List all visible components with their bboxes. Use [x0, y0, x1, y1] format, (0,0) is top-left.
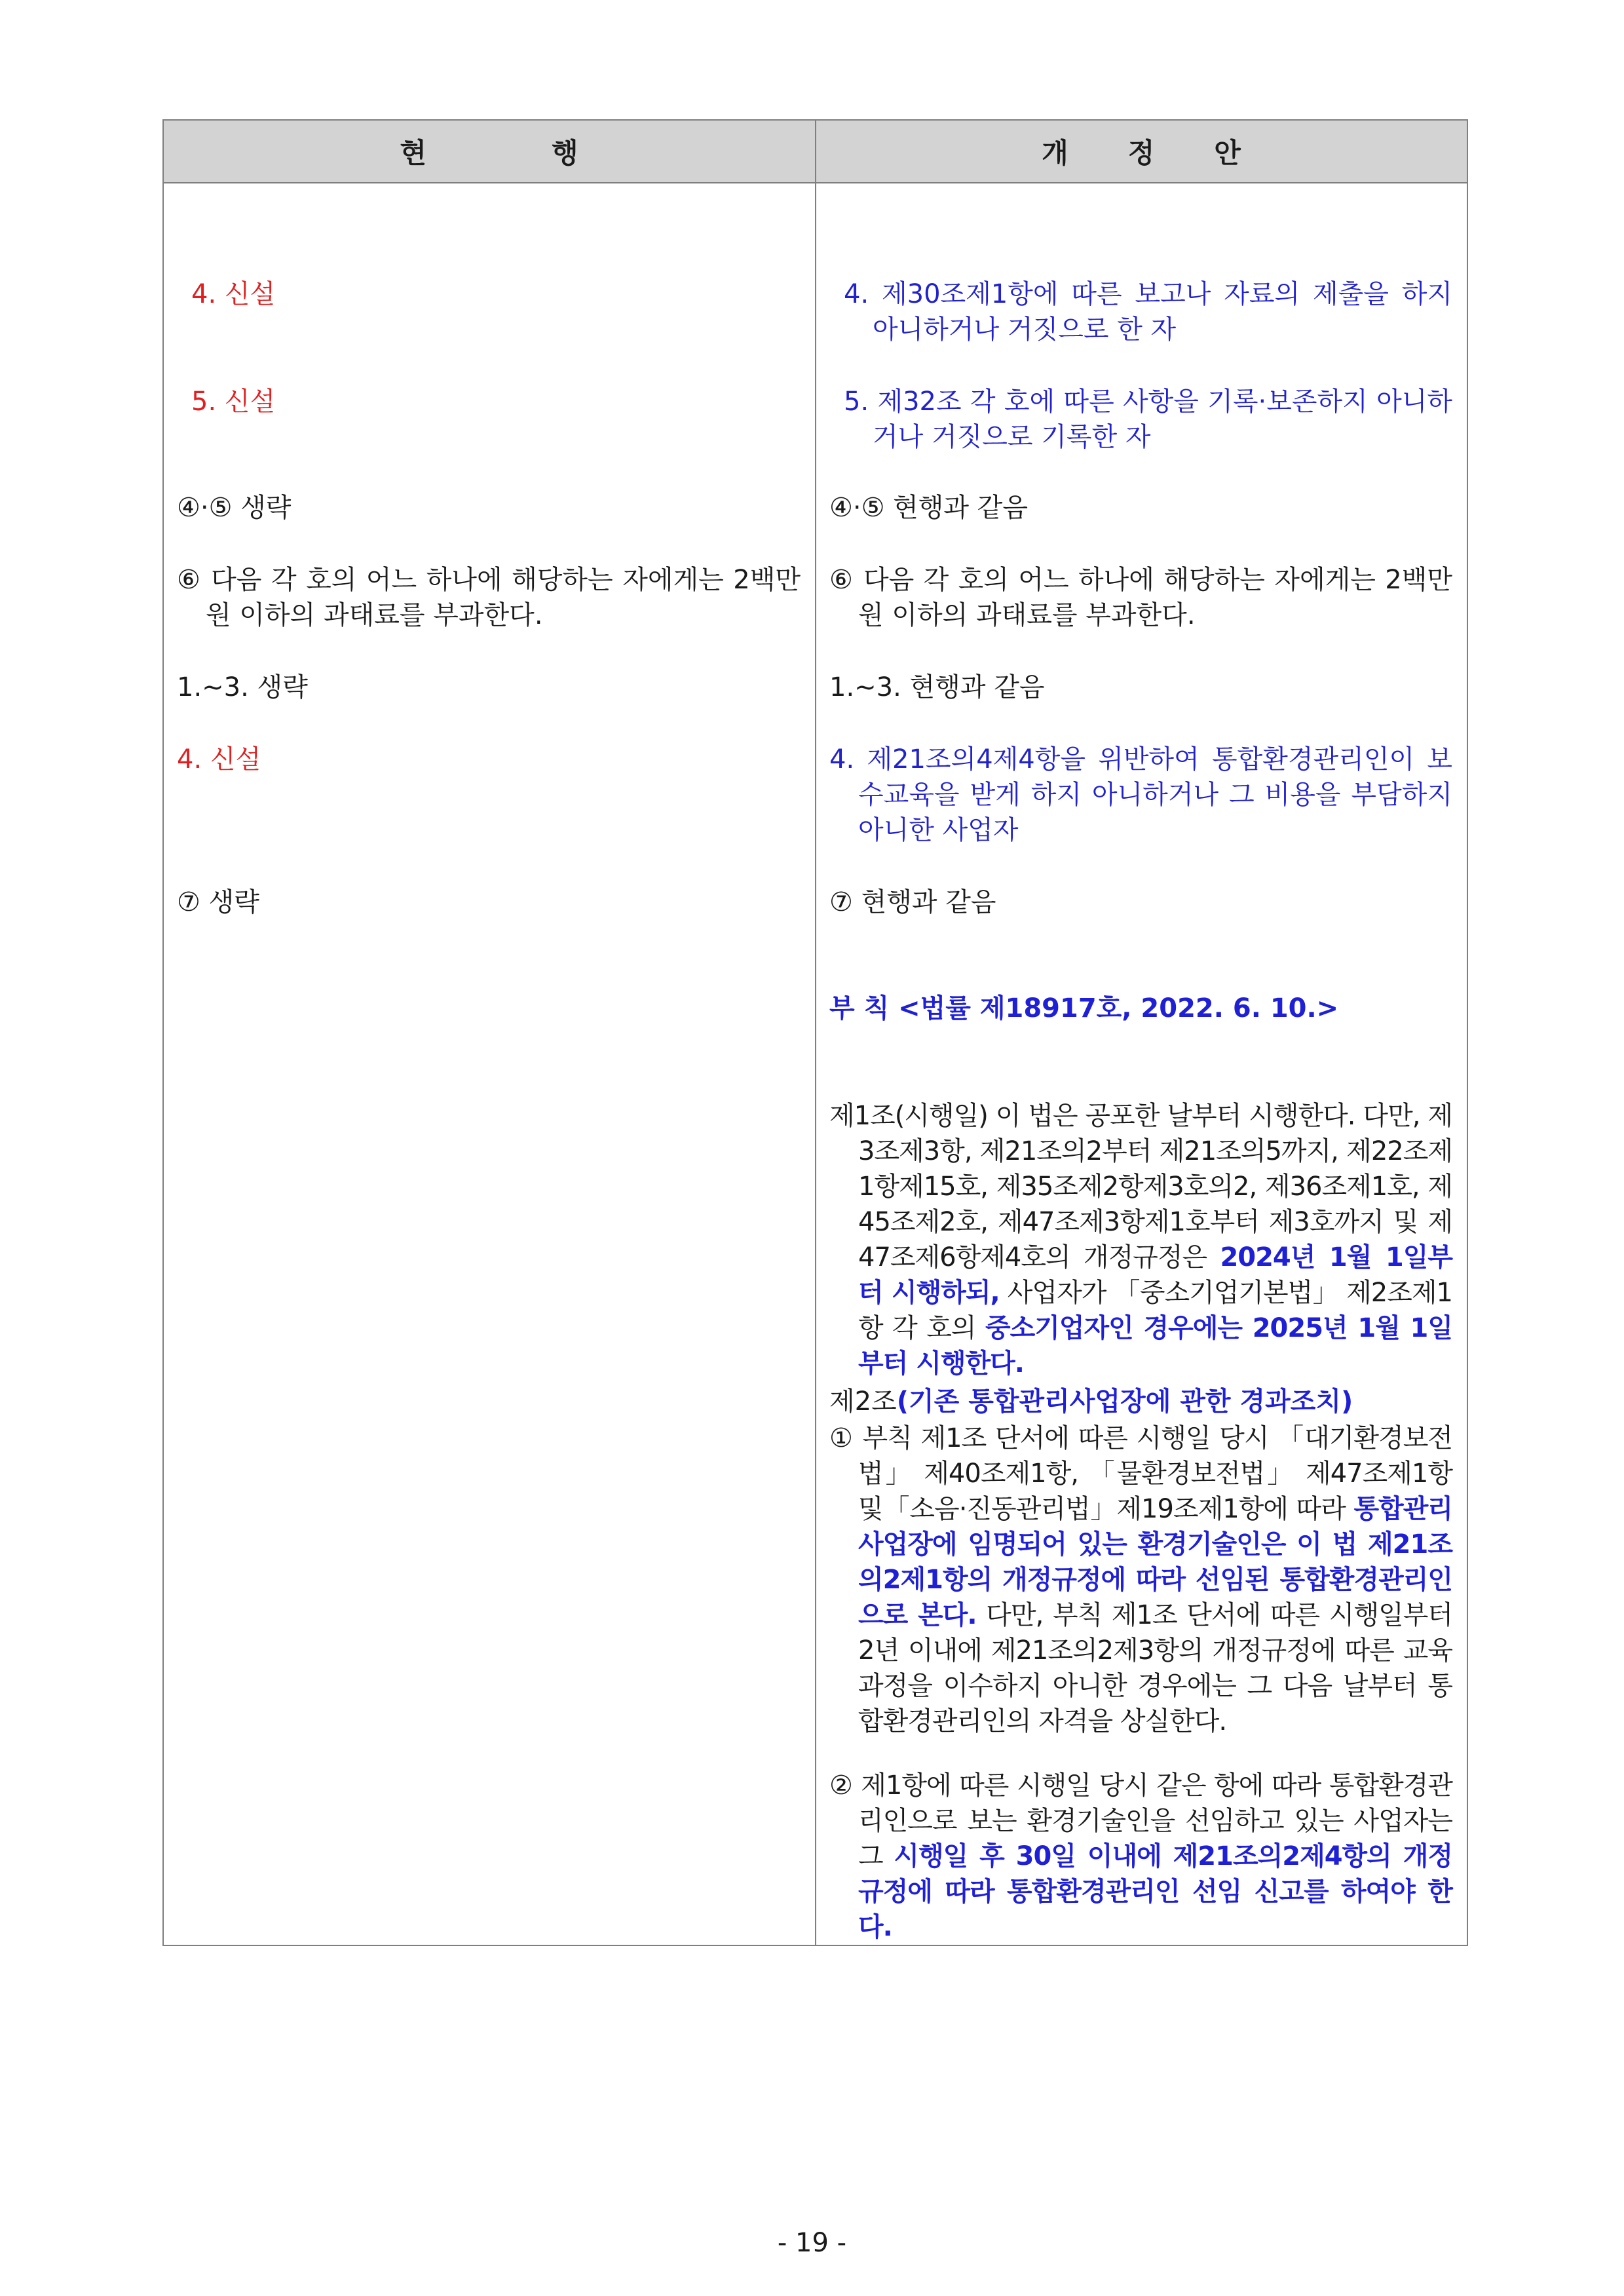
article1-effective-date: 2024년 1월 1일부터 시행하되,	[858, 1242, 1452, 1308]
revised-item4: 4. 제30조제1항에 따른 보고나 자료의 제출을 하지 아니하거나 거짓으로 한 자	[844, 279, 1452, 345]
article2-label: 제2조	[829, 1387, 897, 1417]
revised-item5: 5. 제32조 각 호에 따른 사항을 기록·보존하지 아니하거나 거짓으로 기록한 자	[844, 387, 1452, 452]
current-item5-new: 5. 신설	[191, 387, 276, 417]
header-current	[163, 120, 816, 183]
addenda-title: 부 칙 <법률 제18917호, 2022. 6. 10.>	[829, 993, 1339, 1024]
addenda-article-1	[829, 1098, 1452, 1381]
current-para7: ⑦ 생략	[177, 887, 259, 917]
header-current-char-1: 현	[400, 137, 427, 169]
article2-p2-report: 시행일 후 30일 이내에 제21조의2제4항의 개정규정에 따라 통합환경관리인 선임 신고를 하여야 한다.	[858, 1841, 1452, 1942]
comparison-table	[162, 119, 1468, 1946]
article2-paragraph-2	[829, 1768, 1452, 1945]
revised-para6-items: 1.~3. 현행과 같음	[829, 672, 1045, 702]
article2-paragraph-1	[829, 1421, 1452, 1739]
article2-p1-text-c: 다만, 부칙 제1조 단서에 따른 시행일부터 2년 이내에 제21조의2제3항의 개정규정에 따른 교육과정을 이수하지 아니한 경우에는 그 다음 날부터 통합환경관리인의 자격을 상실한다.	[858, 1600, 1452, 1736]
revised-column	[816, 183, 1467, 1945]
article1-text-c: 사업자가 「중소기업기본법」 제2조제1항 각 호의	[858, 1278, 1452, 1343]
current-para45: ④·⑤ 생략	[177, 493, 292, 523]
current-column	[163, 183, 816, 1945]
article2-p2-text-a: ② 제1항에 따른 시행일 당시 같은 항에 따라 통합환경관리인으로 보는 환경기술인을 선임하고 있는 사업자는 그	[829, 1770, 1452, 1871]
revised-para6-item4: 4. 제21조의4제4항을 위반하여 통합환경관리인이 보수교육을 받게 하지 아니하거나 그 비용을 부담하지 아니한 사업자	[829, 744, 1452, 845]
article2-title: (기존 통합관리사업장에 관한 경과조치)	[896, 1387, 1353, 1417]
header-revised-char-2: 정	[1127, 137, 1156, 169]
article1-sme-date: 중소기업자인 경우에는 2025년 1월 1일부터 시행한다.	[858, 1313, 1452, 1379]
article2-p1-deemed: 통합관리사업장에 임명되어 있는 환경기술인은 이 법 제21조의2제1항의 개정규정에 따라 선임된 통합환경관리인으로 본다.	[858, 1494, 1452, 1630]
header-revised-char-1: 개	[1042, 137, 1069, 169]
current-para6-item4-new: 4. 신설	[177, 744, 261, 775]
revised-para45: ④·⑤ 현행과 같음	[829, 493, 1029, 523]
addenda-article-2-heading	[829, 1384, 1452, 1419]
revised-para6: ⑥ 다음 각 호의 어느 하나에 해당하는 자에게는 2백만원 이하의 과태료를 부과한다.	[829, 565, 1452, 630]
page-number: - 19 -	[777, 2228, 847, 2258]
current-para6: ⑥ 다음 각 호의 어느 하나에 해당하는 자에게는 2백만원 이하의 과태료를 부과한다.	[177, 565, 801, 630]
header-revised-char-3: 안	[1214, 137, 1241, 169]
header-current-char-2: 행	[552, 137, 579, 169]
current-para6-items: 1.~3. 생략	[177, 672, 308, 702]
current-item4-new: 4. 신설	[191, 279, 276, 309]
revised-para7: ⑦ 현행과 같음	[829, 887, 996, 917]
article1-text-a: 제1조(시행일) 이 법은 공포한 날부터 시행한다. 다만, 제3조제3항, 제21조의2부터 제21조의5까지, 제22조제1항제15호, 제35조제2항제3호의2, 제36조제1호, 제45조제2호, 제47조제3항제1호부터 제3호까지 및 제47조제6항제4호의 개정규정은	[829, 1101, 1452, 1272]
header-revised	[816, 120, 1467, 183]
article2-p1-text-a: ① 부칙 제1조 단서에 따른 시행일 당시 「대기환경보전법」 제40조제1항, 「물환경보전법」 제47조제1항 및「소음·진동관리법」제19조제1항에 따라	[829, 1423, 1452, 1524]
